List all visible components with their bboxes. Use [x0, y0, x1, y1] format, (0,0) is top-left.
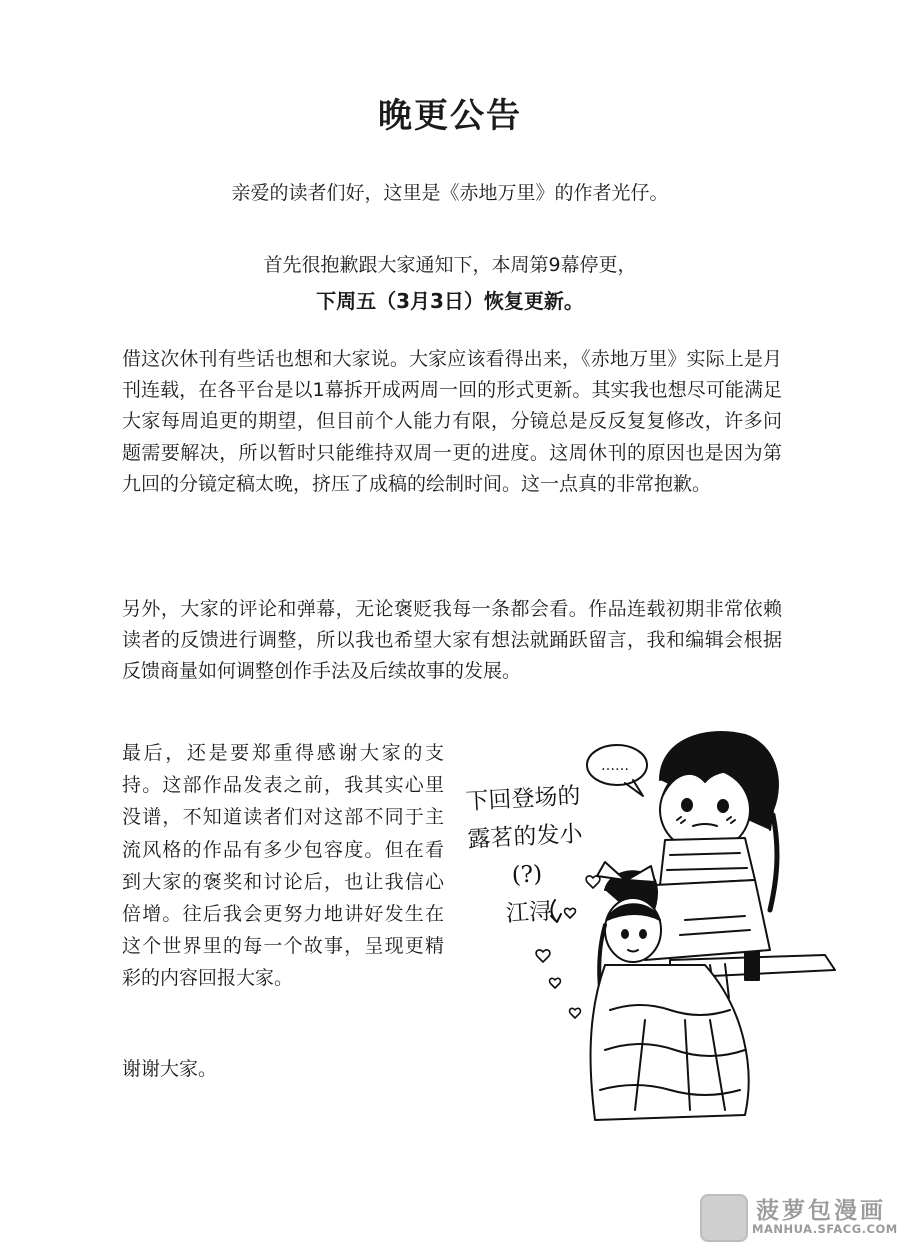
speech-bubble: [587, 745, 647, 796]
notice-line-1: 首先很抱歉跟大家通知下，本周第9幕停更，: [263, 254, 637, 276]
caption-line-3: 江浔: [505, 898, 553, 928]
watermark-url: MANHUA.SFACG.COM: [752, 1222, 898, 1236]
caption-line-2: 露茗的发小(?): [466, 821, 584, 889]
watermark-logo-icon: [700, 1194, 748, 1242]
paragraph-gratitude: 最后，还是要郑重得感谢大家的支持。这部作品发表之前，我其实心里没谱，不知道读者们对这部不同于主流风格的作品有多少包容度。但在看到大家的褒奖和讨论后，也让我信心倍增。往后我会更努力地讲好发生在这个世界里的每一个故事，呈现更精彩的内容回报大家。: [122, 742, 444, 990]
paragraph-hiatus: 借这次休刊有些话也想和大家说。大家应该看得出来，《赤地万里》实际上是月刊连载，在各平台是以1幕拆开成两周一回的形式更新。其实我也想尽可能满足大家每周追更的期望，但目前个人能力有限，分镜总是反反复复修改，许多问题需要解决，所以暂时只能维持双周一更的进度。这周休刊的原因也是因为第九回的分镜定稿太晚，挤压了成稿的绘制时间。这一点真的非常抱歉。: [122, 348, 782, 495]
illustration-caption: [452, 776, 600, 935]
watermark-name: 菠萝包漫画: [756, 1198, 886, 1224]
greeting-line: 亲爱的读者们好，这里是《赤地万里》的作者光仔。: [231, 182, 669, 204]
caption-line-1: 下回登场的: [464, 783, 582, 816]
speech-bubble-text: ……: [601, 758, 629, 774]
page-title: 晚更公告: [378, 96, 522, 136]
thanks-line: 谢谢大家。: [122, 1058, 218, 1080]
paragraph-feedback: 另外，大家的评论和弹幕，无论褒贬我每一条都会看。作品连载初期非常依赖读者的反馈进行调整，所以我也希望大家有想法就踊跃留言，我和编辑会根据反馈商量如何调整创作手法及后续故事的发展。: [122, 598, 782, 683]
tall-character: [645, 732, 835, 998]
notice-line-2: 下周五（3月3日）恢复更新。: [316, 289, 584, 313]
site-watermark: [700, 1192, 898, 1244]
